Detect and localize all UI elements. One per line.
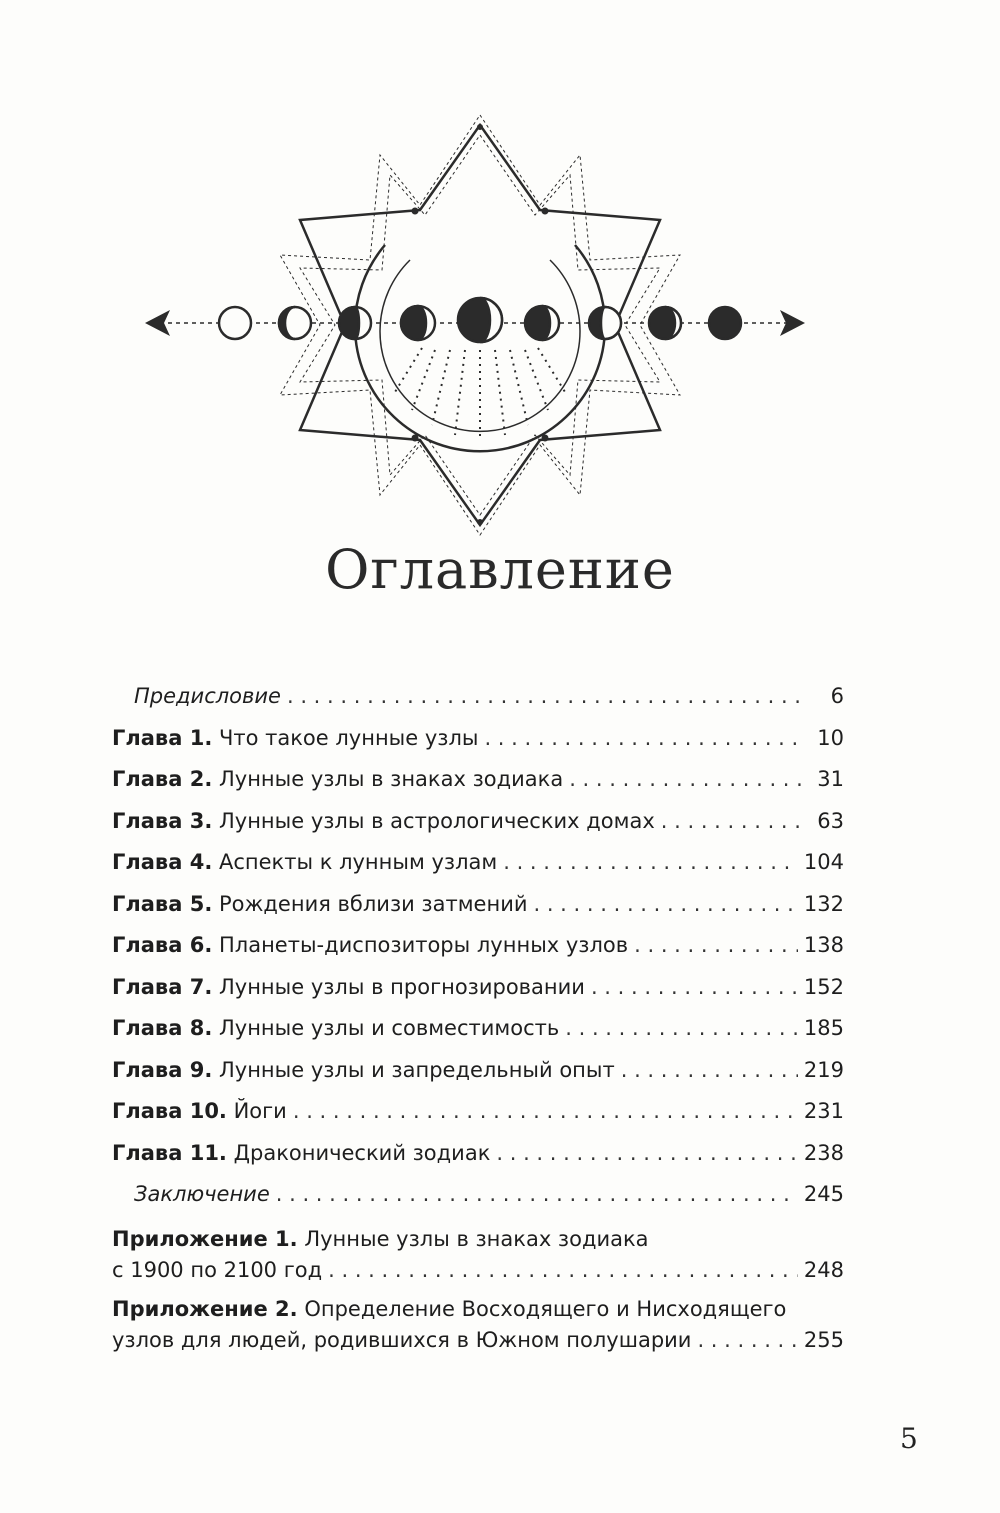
- toc-row[interactable]: [112, 676, 844, 718]
- page-title: Оглавление: [325, 538, 675, 601]
- dot-leader: [328, 1255, 798, 1286]
- toc-page-number: 10: [817, 725, 844, 750]
- moon-phase-full-dark: [709, 307, 741, 339]
- dot-leader: [533, 884, 797, 926]
- toc-entry-title: Глава 8. Лунные узлы и совместимость: [112, 1016, 560, 1040]
- dot-leader: [276, 1174, 798, 1216]
- dot-leader: [565, 1008, 798, 1050]
- moon-phase-new-outline: [219, 307, 251, 339]
- toc-appendix-row[interactable]: [112, 1294, 844, 1356]
- moon-phases-emblem: [140, 110, 820, 540]
- toc-entry-title: Глава 2. Лунные узлы в знаках зодиака: [112, 767, 564, 791]
- toc-row[interactable]: [112, 1050, 844, 1092]
- toc-row[interactable]: [112, 759, 844, 801]
- dot-leader: [503, 842, 798, 884]
- toc-page-number: 245: [803, 1182, 844, 1206]
- toc-row[interactable]: [112, 967, 844, 1009]
- toc-row[interactable]: [112, 1133, 844, 1175]
- toc-entry-title: Предисловие: [134, 684, 281, 708]
- toc-entry-title: Глава 9. Лунные узлы и запредельный опыт: [112, 1057, 615, 1082]
- dot-leader: [591, 967, 798, 1009]
- toc-page-number: 138: [803, 933, 844, 957]
- toc-page-number: 255: [803, 1327, 844, 1352]
- dot-leader: [496, 1133, 798, 1175]
- toc-row[interactable]: [112, 1091, 844, 1133]
- toc-entry-title: Приложение 1. Лунные узлы в знаках зодиака: [112, 1226, 649, 1251]
- toc-page-number: 231: [803, 1099, 844, 1123]
- page-number-folio: 5: [900, 1422, 918, 1455]
- dot-leader: [697, 1325, 797, 1356]
- right-arrow-icon: [780, 310, 805, 336]
- toc-page-number: 152: [803, 974, 844, 999]
- dot-leader: [287, 676, 802, 718]
- toc-entry-title: Глава 3. Лунные узлы в астрологических домах: [112, 808, 655, 833]
- toc-row[interactable]: [112, 718, 844, 760]
- toc-page-number: 31: [817, 767, 844, 791]
- dot-leader: [661, 801, 802, 843]
- left-arrow-icon: [145, 310, 170, 336]
- toc-row[interactable]: [112, 925, 844, 967]
- toc-entry-title: Глава 10. Йоги: [112, 1099, 287, 1123]
- toc-page-number: 63: [817, 808, 844, 833]
- toc-entry-title: Глава 7. Лунные узлы в прогнозировании: [112, 974, 585, 999]
- toc-entry-title: Глава 4. Аспекты к лунным узлам: [112, 850, 498, 874]
- toc-entry-title: Глава 1. Что такое лунные узлы: [112, 725, 479, 750]
- dot-leader: [293, 1091, 798, 1133]
- toc-row[interactable]: [112, 884, 844, 926]
- toc-entry-title-cont: узлов для людей, родившихся в Южном полушарии: [112, 1327, 692, 1352]
- toc-page-number: 238: [803, 1140, 844, 1165]
- toc-page-number: 219: [803, 1057, 844, 1082]
- toc-entry-title: Глава 6. Планеты-диспозиторы лунных узлов: [112, 933, 629, 957]
- toc-page-number: 248: [803, 1257, 844, 1282]
- toc-page-number: 6: [830, 684, 844, 708]
- toc-page-number: 185: [803, 1016, 844, 1040]
- table-of-contents: [112, 676, 844, 1364]
- toc-entry-title-cont: с 1900 по 2100 год: [112, 1257, 323, 1282]
- toc-appendix-row[interactable]: [112, 1224, 844, 1286]
- dot-leader: [484, 718, 802, 760]
- toc-entry-title: Глава 5. Рождения вблизи затмений: [112, 891, 528, 916]
- toc-entry-title: Заключение: [134, 1182, 270, 1206]
- dot-leader: [634, 925, 798, 967]
- dot-leader: [569, 759, 802, 801]
- toc-row[interactable]: [112, 801, 844, 843]
- toc-page-number: 104: [803, 850, 844, 874]
- toc-page-number: 132: [803, 891, 844, 916]
- toc-row[interactable]: [112, 1008, 844, 1050]
- toc-entry-title: Приложение 2. Определение Восходящего и Нисходящего: [112, 1296, 787, 1321]
- toc-row[interactable]: [112, 842, 844, 884]
- toc-row[interactable]: [112, 1174, 844, 1216]
- dot-leader: [621, 1050, 798, 1092]
- toc-entry-title: Глава 11. Драконический зодиак: [112, 1140, 491, 1165]
